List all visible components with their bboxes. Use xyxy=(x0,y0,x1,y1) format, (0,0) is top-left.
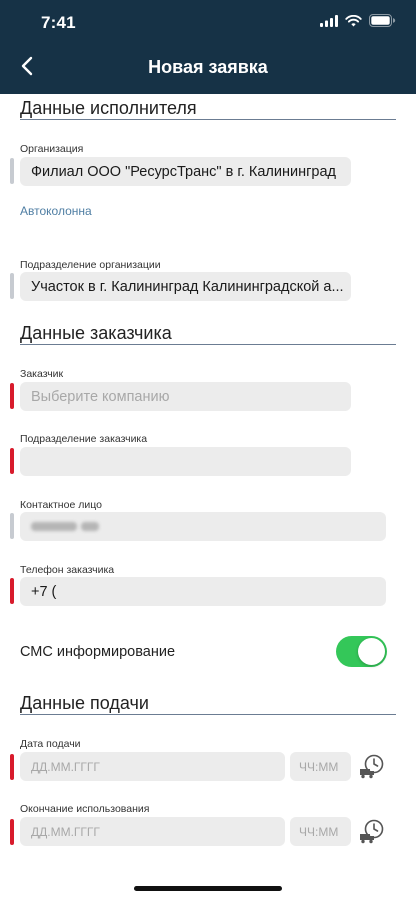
status-icons xyxy=(320,14,396,27)
end-date-field[interactable]: ДД.ММ.ГГГГ xyxy=(20,817,285,846)
end-time-field[interactable]: ЧЧ:ММ xyxy=(290,817,351,846)
required-field-marker xyxy=(10,448,14,474)
organization-subdivision-label: Подразделение организации xyxy=(20,259,161,271)
required-field-marker xyxy=(10,383,14,409)
redacted-text xyxy=(31,522,77,531)
signal-icon xyxy=(320,15,338,27)
organization-field[interactable]: Филиал ООО "РесурсТранс" в г. Калининград xyxy=(20,157,351,186)
battery-icon xyxy=(369,14,396,27)
section-divider xyxy=(20,714,396,715)
customer-phone-label: Телефон заказчика xyxy=(20,564,115,576)
toggle-knob xyxy=(358,638,385,665)
customer-subdivision-field[interactable] xyxy=(20,447,351,476)
home-indicator xyxy=(134,886,282,891)
optional-field-marker xyxy=(10,158,14,184)
contact-person-label: Контактное лицо xyxy=(20,499,102,511)
section-divider xyxy=(20,344,396,345)
autocolumn-link[interactable]: Автоколонна xyxy=(20,204,92,218)
optional-field-marker xyxy=(10,273,14,299)
app-header xyxy=(0,0,416,94)
sms-notification-toggle[interactable] xyxy=(336,636,387,667)
status-time: 7:41 xyxy=(41,13,76,32)
section-divider xyxy=(20,119,396,120)
customer-phone-field[interactable]: +7 ( xyxy=(20,577,386,606)
delivery-section-title: Данные подачи xyxy=(20,693,149,713)
customer-select-field[interactable]: Выберите компанию xyxy=(20,382,351,411)
end-time-clock-truck-icon[interactable] xyxy=(359,819,385,845)
page-title: Новая заявка xyxy=(148,57,268,77)
organization-label: Организация xyxy=(20,143,84,155)
start-time-clock-truck-icon[interactable] xyxy=(359,754,385,780)
wifi-icon xyxy=(345,15,362,27)
start-time-field[interactable]: ЧЧ:ММ xyxy=(290,752,351,781)
end-date-label: Окончание использования xyxy=(20,803,150,815)
required-field-marker xyxy=(10,754,14,780)
optional-field-marker xyxy=(10,513,14,539)
start-date-field[interactable]: ДД.ММ.ГГГГ xyxy=(20,752,285,781)
required-field-marker xyxy=(10,578,14,604)
executor-section-title: Данные исполнителя xyxy=(20,98,197,118)
start-date-label: Дата подачи xyxy=(20,738,81,750)
organization-subdivision-field[interactable]: Участок в г. Калининград Калининградской а... xyxy=(20,272,351,301)
redacted-text xyxy=(81,522,99,531)
contact-person-field[interactable] xyxy=(20,512,386,541)
customer-label: Заказчик xyxy=(20,368,64,380)
required-field-marker xyxy=(10,819,14,845)
sms-notification-label: СМС информирование xyxy=(20,644,176,660)
customer-section-title: Данные заказчика xyxy=(20,323,172,343)
customer-subdivision-label: Подразделение заказчика xyxy=(20,433,148,445)
